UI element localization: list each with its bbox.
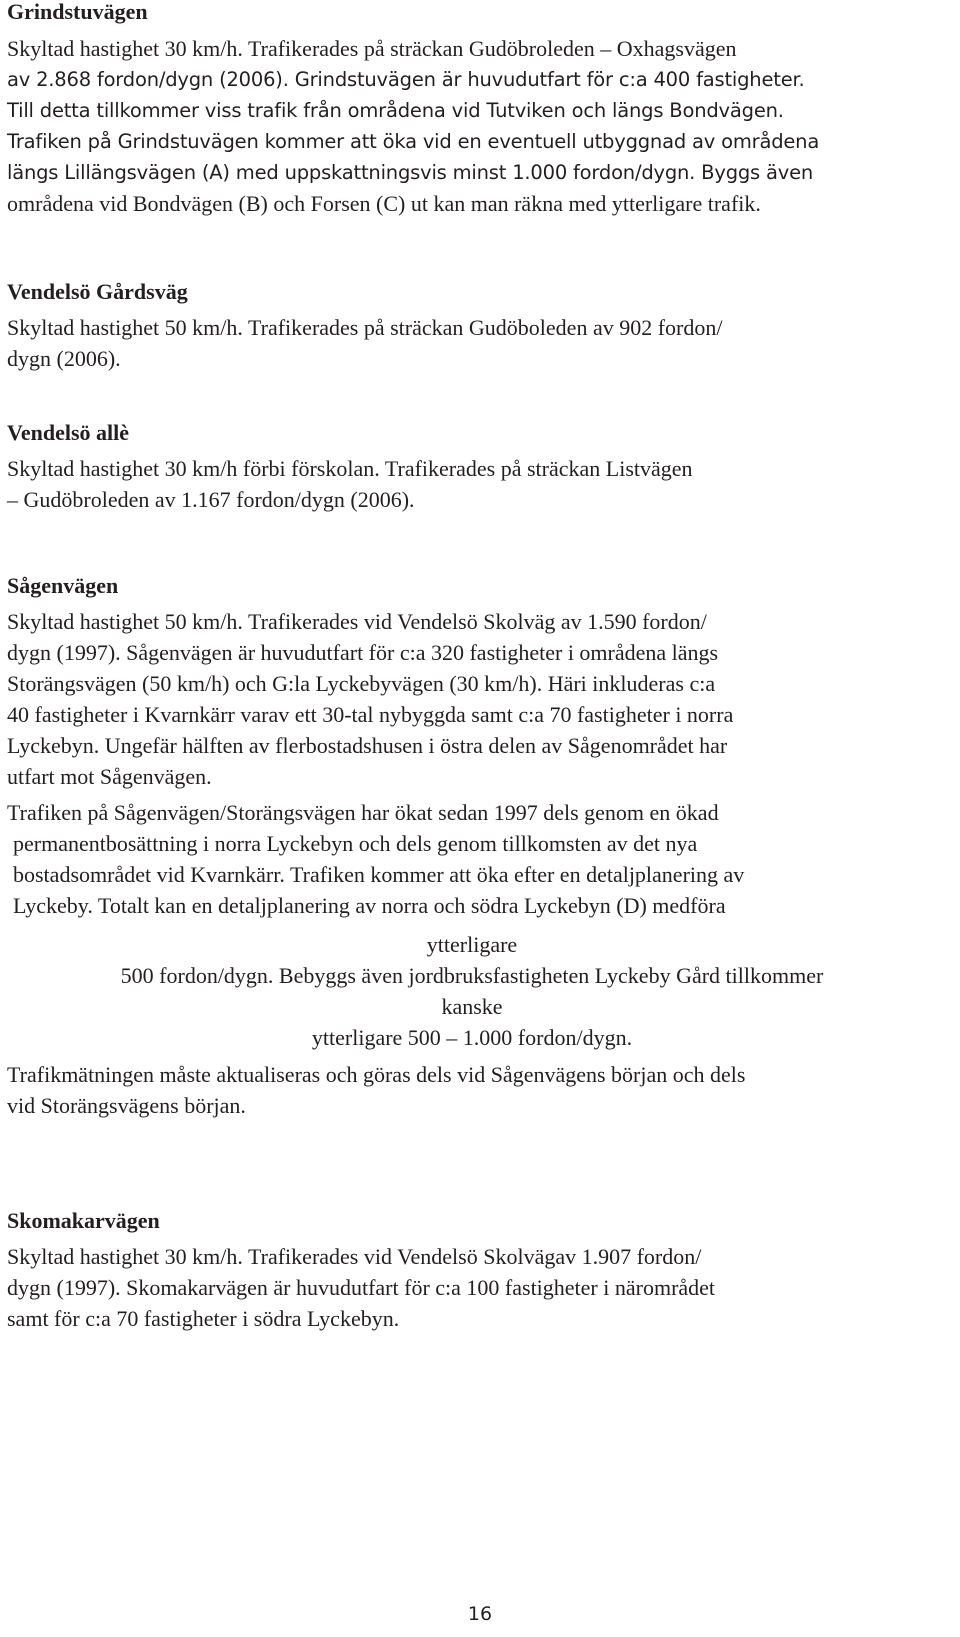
body-line: Skyltad hastighet 30 km/h förbi förskolan. Trafikerades på sträckan Listvägen (7, 456, 693, 481)
centered-line: ytterligare 500 – 1.000 fordon/dygn. (311, 1025, 633, 1050)
body-line: dygn (1997). Sågenvägen är huvudutfart för c:a 320 fastigheter i områdena längs (7, 640, 719, 665)
body-line: permanentbosättning i norra Lyckebyn och dels genom tillkomsten av det nya (13, 831, 698, 856)
body-line: samt för c:a 70 fastigheter i södra Lyckebyn. (7, 1306, 400, 1331)
section-vendelso-gardsvag (7, 278, 957, 374)
body-line: vid Storängsvägens början. (7, 1093, 246, 1118)
body-line: Skyltad hastighet 50 km/h. Trafikerades på sträckan Gudöboleden av 902 fordon/ (7, 315, 723, 340)
section-heading: Grindstuvägen (7, 0, 148, 24)
body-line: av 2.868 fordon/dygn (2006). Grindstuvägen är huvudutfart för c:a 400 fastigheter. (7, 68, 805, 91)
page-number: 16 (467, 1603, 493, 1625)
body-line: längs Lillängsvägen (A) med uppskattningsvis minst 1.000 fordon/dygn. Byggs även (7, 161, 814, 184)
body-line: Skyltad hastighet 30 km/h. Trafikerades vid Vendelsö Skolvägav 1.907 fordon/ (7, 1244, 702, 1269)
centered-line: 500 fordon/dygn. Bebyggs även jordbruksfastigheten Lyckeby Gård tillkommer (120, 963, 824, 988)
centered-line: kanske (441, 994, 503, 1019)
body-line: dygn (1997). Skomakarvägen är huvudutfart för c:a 100 fastigheter i närområdet (7, 1275, 716, 1300)
section-heading: Vendelsö Gårdsväg (7, 279, 188, 304)
section-vendelso-alle (7, 419, 957, 515)
body-line: Skyltad hastighet 50 km/h. Trafikerades vid Vendelsö Skolväg av 1.590 fordon/ (7, 609, 707, 634)
body-line: utfart mot Sågenvägen. (7, 764, 212, 789)
section-heading: Sågenvägen (7, 573, 119, 598)
body-line: Lyckebyn. Ungefär hälften av flerbostadshusen i östra delen av Sågenområdet har (7, 733, 728, 758)
body-line: Till detta tillkommer viss trafik från områdena vid Tutviken och längs Bondvägen. (7, 99, 784, 122)
section-sagenvagen (7, 572, 957, 1121)
body-line: Trafiken på Grindstuvägen kommer att öka vid en eventuell utbyggnad av områdena (7, 130, 820, 153)
section-heading: Vendelsö allè (7, 420, 130, 445)
body-line: Lyckeby. Totalt kan en detaljplanering av norra och södra Lyckebyn (D) medföra (13, 893, 726, 918)
body-line: Skyltad hastighet 30 km/h. Trafikerades på sträckan Gudöbroleden – Oxhagsvägen (7, 36, 737, 61)
body-line: områdena vid Bondvägen (B) och Forsen (C) ut kan man räkna med ytterligare trafik. (7, 191, 761, 216)
body-line: Trafiken på Sågenvägen/Storängsvägen har ökat sedan 1997 dels genom en ökad (7, 800, 719, 825)
body-line: Storängsvägen (50 km/h) och G:la Lyckebyvägen (30 km/h). Häri inkluderas c:a (7, 671, 716, 696)
body-line: dygn (2006). (7, 346, 121, 371)
body-line: – Gudöbroleden av 1.167 fordon/dygn (2006). (7, 487, 415, 512)
section-heading: Skomakarvägen (7, 1208, 160, 1233)
body-line: Trafikmätningen måste aktualiseras och göras dels vid Sågenvägens början och dels (7, 1062, 746, 1087)
section-skomakarvagen (7, 1207, 957, 1334)
section-grindstuvagen (7, 0, 957, 219)
centered-line: ytterligare (426, 932, 518, 957)
body-line: 40 fastigheter i Kvarnkärr varav ett 30-tal nybyggda samt c:a 70 fastigheter i norra (7, 702, 734, 727)
body-line: bostadsområdet vid Kvarnkärr. Trafiken kommer att öka efter en detaljplanering av (13, 862, 745, 887)
